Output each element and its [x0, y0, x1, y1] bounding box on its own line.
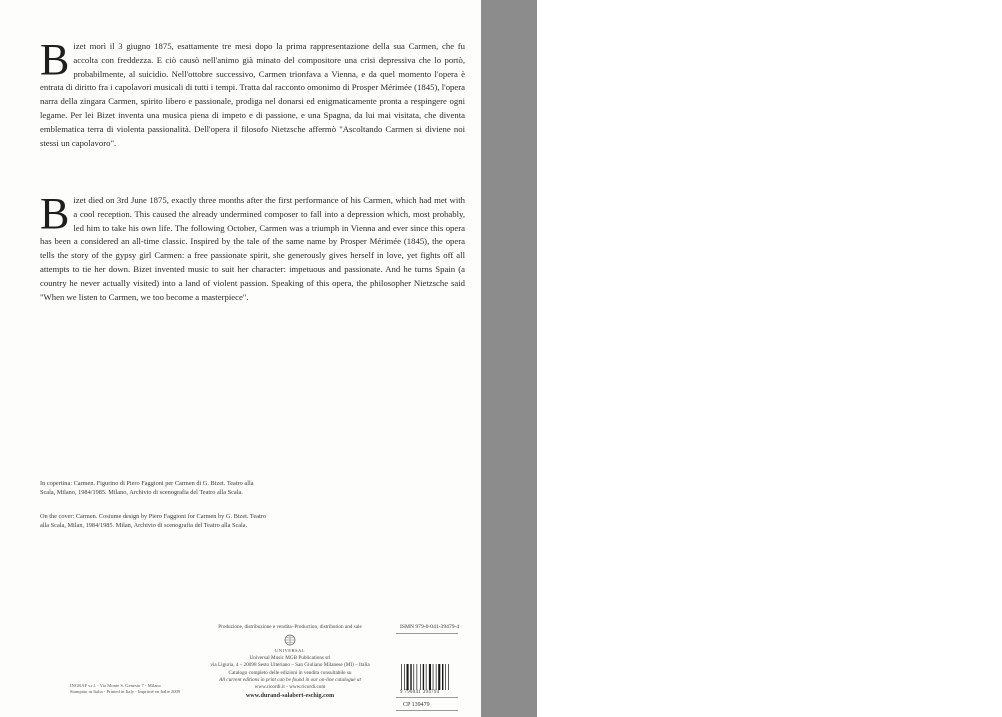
- cover-credit-italian: In copertina: Carmen. Figurino di Piero Faggioni per Carmen di G. Bizet. Teatro alla Scala, Milano, 1984/1985. Milano, Archivio di scenografia del Teatro alla Scala.: [40, 480, 254, 496]
- series-title: Ricordi Opera Vocal Score Series: [980, 247, 1001, 513]
- english-paragraph: izet died on 3rd June 1875, exactly three months after the first performance of his Carmen, which had met with a cool reception. This caused the already undermined composer to fall into a depression which, most probably, led him to take his own life. The following October, Carmen was a triumph in Vienna and ever since this opera has been a considered an all-time classic. Inspired by the tale of the same name by Prosper Mérimée (1845), the opera tells the story of the gypsy girl Carmen: a free passionate spirit, she generously gives herself in love, yet fights off all attempts to tie her down. Bizet invented music to suit her character: impetuous and passionate. And he turns Spain (a country he never actually visited) into a land of violent passion. Speaking of this opera, the philosopher Nietzsche said "When we listen to Carmen, we too become a masterpiece".: [40, 195, 465, 302]
- url-ricordi[interactable]: www.ricordi.it - www.ricordi.com: [254, 684, 326, 691]
- publisher-line-1: Produzione, distribuzione e vendita–Production, distribution and sale: [218, 624, 362, 630]
- universal-logo-icon: [275, 634, 305, 646]
- italian-dropcap: B: [40, 35, 70, 84]
- barcode-icon: [400, 664, 452, 690]
- english-dropcap: B: [40, 189, 70, 238]
- italian-biography: [40, 35, 465, 150]
- printer-line-1: INGRAF s.r.l. - Via Monte S. Genesio 7 - Milano: [70, 683, 161, 688]
- url-durand[interactable]: www.durand-salabert-eschig.com: [245, 691, 335, 699]
- italian-paragraph: izet morì il 3 giugno 1875, esattamente tre mesi dopo la prima rappresentazione della sua Carmen, che fu accolta con freddezza. E ciò causò nell'animo già minato del compositore una crisi depressiva che lo portò, probabilmente, al suicidio. Nell'ottobre successivo, Carmen trionfava a Vienna, e da quel momento l'opera è entrata di diritto fra i capolavori musicali di tutti i tempi. Tratta dal racconto omonimo di Prosper Mérimée (1845), l'opera narra della zingara Carmen, spirito libero e passionale, prodiga nel donarsi ed enigmaticamente pronta a respingere ogni legame. Per lei Bizet inventa una musica piena di impeto e di passione, e una Spagna, da lui mai visitata, che diventa emblematica terra di violenta passionalità. Dell'opera il filosofo Nietzsche affermò "Ascoltando Carmen si diviene noi stessi un capolavoro".: [40, 41, 465, 148]
- catalogue-line-english: All current editions in print can be found in our on-line catalogue at: [219, 677, 361, 684]
- publisher-logo-text: UNIVERSAL: [275, 648, 305, 654]
- ismn-divider: [396, 633, 458, 634]
- barcode-number: 9 790041 394794: [400, 690, 440, 695]
- catalog-number: CP 139479: [403, 702, 430, 708]
- publisher-address: via Liguria, 4 – 20098 Sesto Ulteriano – San Giuliano Milanese (MI) – Italia: [210, 662, 370, 669]
- printer-info: [70, 683, 180, 695]
- ismn-label: ISMN 979-0-041-39479-4: [400, 624, 460, 630]
- cover-credit-english: On the cover: Carmen. Costume design by Piero Faggioni for Carmen by G. Bizet. Teatro alla Scala, Milan, 1984/1985. Milan, Archivio di scenografia del Teatro alla Scala.: [40, 513, 266, 529]
- printer-line-2: Stampato in Italia - Printed in Italy - Imprimé en Italie 2009: [70, 689, 181, 695]
- series-sidebar: [481, 0, 1001, 717]
- catalog-divider-top: [396, 697, 458, 698]
- english-biography: [40, 189, 465, 304]
- catalog-divider-bottom: [396, 710, 458, 711]
- publisher-info: [190, 624, 390, 699]
- catalogue-line-italian: Catalogo completo delle edizioni in vendita consultabile su: [228, 669, 352, 676]
- publisher-name: Universal Music MGB Publications srl: [249, 654, 331, 661]
